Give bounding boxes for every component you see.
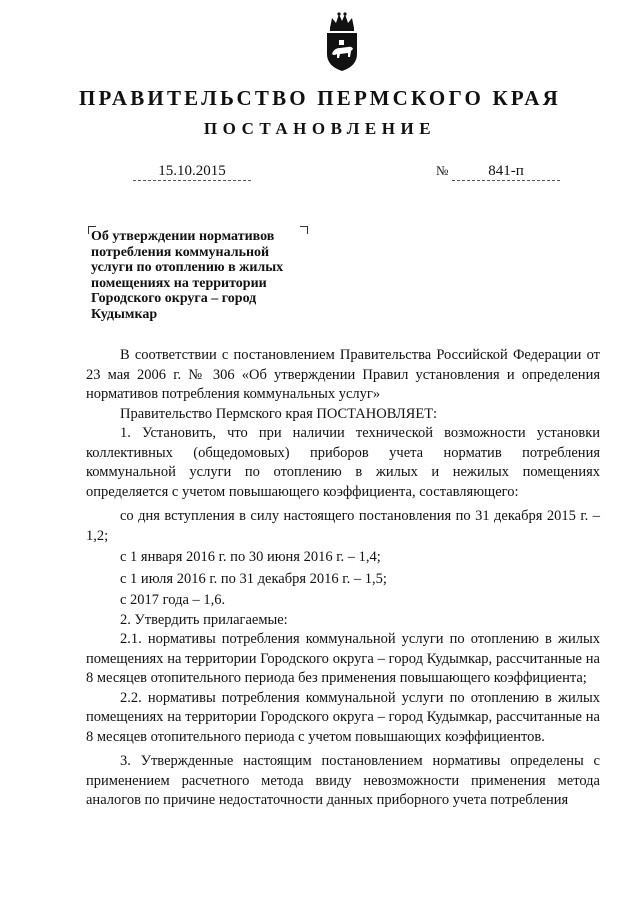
body-paragraph: со дня вступления в силу настоящего постановления по 31 декабря 2015 г. – 1,2; [86, 508, 600, 544]
body-paragraph: 3. Утвержденные настоящим постановлением нормативы определены с применением расчетного метода ввиду невозможности применения метода аналогов по причине недостаточности данных приборного учета потребления [86, 753, 600, 808]
document-date: 15.10.2015 [133, 162, 251, 181]
body-paragraph: В соответствии с постановлением Правительства Российской Федерации от 23 мая 2006 г. № 306 «Об утверждении Правил установления и определения нормативов потребления коммунальных услуг» [86, 347, 600, 402]
body-paragraph: 1. Установить, что при наличии технической возможности установки коллективных (общедомовых) приборов учета норматив потребления коммунальной услуги по отоплению в жилых и нежилых помещениях определяется с учетом повышающего коэффициента, составляющего: [86, 425, 600, 500]
document-subject: Об утверждении нормативов потребления коммунальной услуги по отоплению в жилых помещениях на территории Городского округа – город Кудымкар [91, 229, 284, 322]
coat-of-arms-emblem-icon [322, 10, 362, 72]
document-number: 841-п [452, 162, 560, 181]
body-paragraph: с 2017 года – 1,6. [120, 592, 226, 608]
body-paragraph: 2. Утвердить прилагаемые: [120, 611, 288, 628]
organization-title: ПРАВИТЕЛЬСТВО ПЕРМСКОГО КРАЯ [78, 86, 561, 110]
body-paragraph: с 1 июля 2016 г. по 31 декабря 2016 г. – 1,5; [120, 570, 387, 587]
body-paragraph: Правительство Пермского края ПОСТАНОВЛЯЕТ: [120, 405, 438, 422]
body-paragraph: 2.1. нормативы потребления коммунальной услуги по отоплению в жилых помещениях на территории Городского округа – город Кудымкар, рассчитанные на 8 месяцев отопительного периода без применения повышающего коэффициента; [86, 631, 600, 686]
number-sign: № [436, 163, 449, 178]
body-paragraph: с 1 января 2016 г. по 30 июня 2016 г. – 1,4; [120, 549, 381, 565]
document-body [86, 346, 600, 811]
document-type-title: ПОСТАНОВЛЕНИЕ [203, 119, 437, 138]
body-paragraph: 2.2. нормативы потребления коммунальной услуги по отоплению в жилых помещениях на территории Городского округа – город Кудымкар, рассчитанные на 8 месяцев отопительного периода с учетом повышающих коэффициентов. [86, 689, 600, 745]
